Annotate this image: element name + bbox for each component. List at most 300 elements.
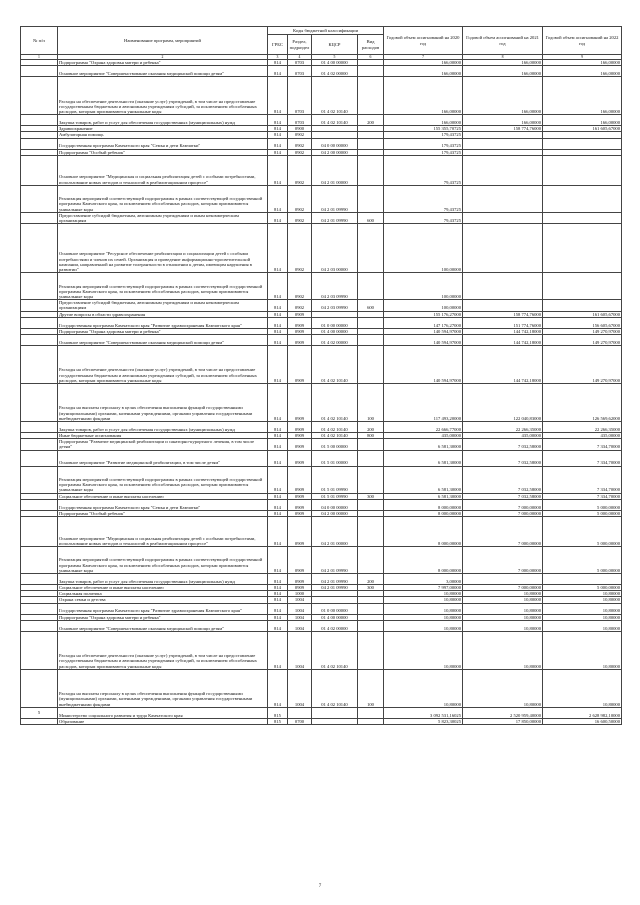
row-vid-cell: 300	[358, 585, 384, 591]
row-2022-cell: 10,80000	[543, 620, 622, 631]
row-razdel-cell: 0909	[288, 574, 312, 585]
row-razdel-cell: 0909	[288, 517, 312, 547]
row-2020-cell: 100,00000	[384, 224, 463, 273]
row-2022-cell	[543, 224, 622, 273]
row-razdel-cell: 0902	[288, 138, 312, 149]
row-2022-cell: 10,80000	[543, 597, 622, 603]
row-2022-cell: 5 000,00000	[543, 547, 622, 574]
row-vid-cell	[358, 517, 384, 547]
table-row	[21, 185, 622, 212]
row-2022-cell: 10,80000	[543, 631, 622, 669]
table-row	[21, 718, 622, 724]
table-row	[21, 620, 622, 631]
row-2021-cell: 7 032,58000	[463, 493, 543, 499]
row-grbs-cell: 814	[268, 311, 288, 317]
row-2022-cell	[543, 155, 622, 185]
row-vid-cell: 200	[358, 574, 384, 585]
row-number-cell	[21, 300, 58, 311]
row-number-cell	[21, 77, 58, 115]
row-number-cell	[21, 620, 58, 631]
row-csr-cell: 04 0 00 00000	[312, 499, 358, 510]
table-row	[21, 669, 622, 707]
row-grbs-cell: 814	[268, 603, 288, 614]
row-grbs-cell: 814	[268, 335, 288, 346]
row-name-cell: Социальное обеспечение и иные выплаты населению	[58, 585, 268, 591]
row-2021-cell: 7 000,00000	[463, 499, 543, 510]
row-2020-cell: 6 581,30000	[384, 493, 463, 499]
row-2020-cell: 166,00000	[384, 77, 463, 115]
row-2020-cell: 10,80000	[384, 669, 463, 707]
row-2022-cell: 7 334,70000	[543, 450, 622, 466]
header-2020: Годовой объем ассигнований на 2020 год	[384, 27, 463, 55]
table-row	[21, 499, 622, 510]
row-razdel-cell: 0909	[288, 499, 312, 510]
table-row	[21, 224, 622, 273]
row-2021-cell: 22 266,35000	[463, 422, 543, 433]
row-2022-cell: 7 334,70000	[543, 493, 622, 499]
row-grbs-cell: 814	[268, 126, 288, 132]
row-2020-cell: 10,80000	[384, 614, 463, 620]
row-csr-cell: 04 2 01 09990	[312, 574, 358, 585]
row-grbs-cell: 814	[268, 384, 288, 422]
row-2021-cell	[463, 138, 543, 149]
table-row	[21, 433, 622, 439]
row-2020-cell: 8 000,00000	[384, 510, 463, 516]
row-vid-cell	[358, 185, 384, 212]
row-name-cell: Иные бюджетные ассигнования	[58, 433, 268, 439]
row-vid-cell	[358, 499, 384, 510]
row-name-cell: Образование	[58, 718, 268, 724]
row-2021-cell: 122 040,83000	[463, 384, 543, 422]
row-number-cell	[21, 450, 58, 466]
row-number-cell	[21, 384, 58, 422]
row-name-cell: Расходы на обеспечение деятельности (оказание услуг) учреждений, в том числе на предоставление государственным бюджетным и автономным учреждениям субсидий, за исключением обособленных расходов, которым присваиваются уникальные коды	[58, 631, 268, 669]
row-2020-cell: 10,80000	[384, 620, 463, 631]
row-grbs-cell: 814	[268, 614, 288, 620]
row-grbs-cell: 814	[268, 328, 288, 334]
row-2021-cell: 10,80000	[463, 669, 543, 707]
row-razdel-cell: 0909	[288, 466, 312, 493]
table-row	[21, 574, 622, 585]
table-row	[21, 707, 622, 718]
row-vid-cell	[358, 718, 384, 724]
row-2021-cell: 10,80000	[463, 603, 543, 614]
row-2021-cell: 166,00000	[463, 66, 543, 77]
row-2020-cell: 10,80000	[384, 597, 463, 603]
table-row	[21, 510, 622, 516]
row-name-cell: Закупка товаров, работ и услуг для обеспечения государственных (муниципальных) нужд	[58, 422, 268, 433]
row-name-cell: Основное мероприятие "Медицинская и социальная реабилитация детей с особыми потребностями, использование новых методов и технологий в реабилитационном процессе"	[58, 517, 268, 547]
row-grbs-cell: 814	[268, 132, 288, 138]
row-razdel-cell: 0902	[288, 155, 312, 185]
row-csr-cell	[312, 718, 358, 724]
row-2022-cell: 5 000,00000	[543, 517, 622, 547]
row-vid-cell	[358, 66, 384, 77]
row-2021-cell: 158 774,76000	[463, 311, 543, 317]
row-name-cell: Подпрограмма "Развитие медицинской реабилитации и санаторно-курортного лечения, в том числе детям"	[58, 439, 268, 450]
row-vid-cell	[358, 450, 384, 466]
row-razdel-cell: 0909	[288, 450, 312, 466]
row-name-cell: Основное мероприятие "Ресурсное обеспечение реабилитации и социализации детей с особыми потребностями и членов их семей. Организация и проведение информационно-просветительской кампании, направленной на развитие толерантности в отношении к детям, имеющим нарушения в развитии"	[58, 224, 268, 273]
row-grbs-cell: 814	[268, 669, 288, 707]
row-number-cell	[21, 317, 58, 328]
row-vid-cell: 100	[358, 669, 384, 707]
row-grbs-cell: 814	[268, 300, 288, 311]
row-grbs-cell: 815	[268, 707, 288, 718]
row-2022-cell: 126 569,62000	[543, 384, 622, 422]
row-name-cell: Основное мероприятие "Совершенствование оказания медицинской помощи детям"	[58, 66, 268, 77]
row-2021-cell: 151 774,76000	[463, 317, 543, 328]
row-number-cell	[21, 547, 58, 574]
row-name-cell: Государственная программа Камчатского края "Семья и дети Камчатки"	[58, 499, 268, 510]
row-name-cell: Основное мероприятие "Совершенствование оказания медицинской помощи детям"	[58, 620, 268, 631]
row-csr-cell: 04 2 00 00000	[312, 510, 358, 516]
row-number-cell	[21, 212, 58, 223]
table-row	[21, 466, 622, 493]
row-name-cell: Министерство социального развития и труда Камчатского края	[58, 707, 268, 718]
row-razdel-cell: 0902	[288, 149, 312, 155]
row-number-cell	[21, 466, 58, 493]
row-2020-cell: 155 355,70725	[384, 126, 463, 132]
header-grbs: ГРБС	[268, 35, 288, 55]
row-2021-cell: 435,00000	[463, 433, 543, 439]
row-grbs-cell: 814	[268, 466, 288, 493]
index-cell: 2	[58, 55, 268, 60]
row-razdel-cell: 1004	[288, 603, 312, 614]
row-csr-cell	[312, 707, 358, 718]
row-name-cell: Расходы на обеспечение деятельности (оказание услуг) учреждений, в том числе на предоставление государственным бюджетным и автономным учреждениям субсидий, за исключением обособленных расходов, которым присваиваются уникальные коды	[58, 346, 268, 384]
table-row	[21, 155, 622, 185]
row-razdel-cell: 0909	[288, 384, 312, 422]
row-grbs-cell: 814	[268, 138, 288, 149]
row-2020-cell: 166,00000	[384, 66, 463, 77]
table-row	[21, 328, 622, 334]
row-2021-cell: 144 742,18000	[463, 346, 543, 384]
table-body	[21, 60, 622, 725]
table-row	[21, 317, 622, 328]
row-razdel-cell: 0909	[288, 422, 312, 433]
row-2022-cell	[543, 185, 622, 212]
row-2022-cell	[543, 273, 622, 300]
row-name-cell: Подпрограмма "Охрана здоровья матери и ребенка"	[58, 614, 268, 620]
row-csr-cell: 01 4 02 10140	[312, 422, 358, 433]
row-2020-cell: 8 000,00000	[384, 517, 463, 547]
row-vid-cell	[358, 273, 384, 300]
row-number-cell	[21, 346, 58, 384]
row-name-cell: Реализация мероприятий соответствующей подпрограммы в рамках соответствующей государственной программы Камчатского края, за исключением обособленных расходов, которым присваиваются уникальные коды	[58, 273, 268, 300]
row-csr-cell: 04 2 03 00000	[312, 224, 358, 273]
row-razdel-cell: 0902	[288, 273, 312, 300]
row-2022-cell: 22 266,35000	[543, 422, 622, 433]
row-grbs-cell: 814	[268, 493, 288, 499]
table-row	[21, 300, 622, 311]
row-2020-cell: 79,43725	[384, 185, 463, 212]
row-razdel-cell: 0703	[288, 66, 312, 77]
row-2022-cell: 435,00000	[543, 433, 622, 439]
row-vid-cell	[358, 603, 384, 614]
row-2022-cell: 149 270,97000	[543, 346, 622, 384]
header-csr: КЦСР	[312, 35, 358, 55]
row-vid-cell	[358, 346, 384, 384]
row-2020-cell: 166,00000	[384, 60, 463, 66]
row-razdel-cell: 1000	[288, 591, 312, 597]
row-vid-cell	[358, 335, 384, 346]
row-grbs-cell: 814	[268, 439, 288, 450]
row-csr-cell: 01 5 01 09990	[312, 466, 358, 493]
row-number-cell	[21, 669, 58, 707]
row-csr-cell: 01 4 02 10140	[312, 77, 358, 115]
row-2021-cell: 10,80000	[463, 591, 543, 597]
row-csr-cell: 01 0 00 00000	[312, 603, 358, 614]
row-2022-cell	[543, 574, 622, 585]
row-2021-cell: 7 000,00000	[463, 517, 543, 547]
row-vid-cell	[358, 466, 384, 493]
row-2020-cell: 3 092 531,16025	[384, 707, 463, 718]
row-2021-cell	[463, 212, 543, 223]
row-name-cell: Государственная программа Камчатского края "Развитие здравоохранения Камчатского края"	[58, 603, 268, 614]
row-number-cell	[21, 66, 58, 77]
row-name-cell: Другие вопросы в области здравоохранения	[58, 311, 268, 317]
row-name-cell: Социальная политика	[58, 591, 268, 597]
table-row	[21, 77, 622, 115]
row-csr-cell: 04 2 00 00000	[312, 149, 358, 155]
row-2021-cell	[463, 273, 543, 300]
table-row	[21, 585, 622, 591]
row-number-cell	[21, 499, 58, 510]
row-2022-cell: 161 605,67000	[543, 311, 622, 317]
table-row	[21, 60, 622, 66]
row-razdel-cell: 1004	[288, 597, 312, 603]
row-grbs-cell: 814	[268, 585, 288, 591]
row-vid-cell: 300	[358, 493, 384, 499]
header-2022: Годовой объем ассигнований на 2022 год	[543, 27, 622, 55]
row-2020-cell: 6 581,30000	[384, 439, 463, 450]
row-2022-cell	[543, 300, 622, 311]
row-number-cell	[21, 335, 58, 346]
header-razdel: Раздел, подраздел	[288, 35, 312, 55]
row-2021-cell: 166,00000	[463, 60, 543, 66]
row-number-cell	[21, 273, 58, 300]
row-razdel-cell: 0909	[288, 547, 312, 574]
row-razdel-cell: 0909	[288, 317, 312, 328]
row-razdel-cell: 0909	[288, 433, 312, 439]
row-name-cell: Закупка товаров, работ и услуг для обеспечения государственных (муниципальных) нужд	[58, 115, 268, 126]
row-razdel-cell: 0902	[288, 132, 312, 138]
row-razdel-cell: 1004	[288, 669, 312, 707]
row-razdel-cell: 0909	[288, 510, 312, 516]
table-row	[21, 384, 622, 422]
row-grbs-cell: 814	[268, 450, 288, 466]
row-2020-cell: 179,43725	[384, 138, 463, 149]
row-2021-cell: 10,80000	[463, 620, 543, 631]
row-razdel-cell: 0909	[288, 493, 312, 499]
row-2021-cell: 7 032,58000	[463, 450, 543, 466]
row-csr-cell: 01 4 02 10140	[312, 115, 358, 126]
header-number: № п/п	[21, 27, 58, 55]
row-grbs-cell: 814	[268, 591, 288, 597]
table-row	[21, 346, 622, 384]
index-cell: 9	[543, 55, 622, 60]
row-2021-cell: 17 850,00000	[463, 718, 543, 724]
row-2020-cell: 22 666,77000	[384, 422, 463, 433]
row-name-cell: Основное мероприятие "Развитие медицинской реабилитации, в том числе детям"	[58, 450, 268, 466]
row-csr-cell: 04 2 03 09990	[312, 300, 358, 311]
row-grbs-cell: 814	[268, 273, 288, 300]
table-row	[21, 138, 622, 149]
row-csr-cell: 01 4 02 10140	[312, 433, 358, 439]
row-2020-cell: 10,80000	[384, 591, 463, 597]
row-number-cell	[21, 718, 58, 724]
row-2022-cell: 161 605,67000	[543, 126, 622, 132]
row-name-cell: Охрана семьи и детства	[58, 597, 268, 603]
row-vid-cell	[358, 707, 384, 718]
row-razdel-cell: 0703	[288, 115, 312, 126]
row-csr-cell: 04 2 01 09990	[312, 185, 358, 212]
row-csr-cell: 04 2 01 09990	[312, 585, 358, 591]
row-grbs-cell: 814	[268, 422, 288, 433]
row-name-cell: Подпрограмма "Особый ребенок"	[58, 510, 268, 516]
row-2020-cell: 10,80000	[384, 631, 463, 669]
index-cell: 1	[21, 55, 58, 60]
row-grbs-cell: 814	[268, 499, 288, 510]
row-vid-cell	[358, 138, 384, 149]
row-vid-cell: 100	[358, 384, 384, 422]
row-csr-cell: 01 4 02 10140	[312, 631, 358, 669]
row-csr-cell: 01 5 01 09990	[312, 493, 358, 499]
row-2021-cell: 144 742,18000	[463, 335, 543, 346]
row-csr-cell: 04 2 03 09990	[312, 273, 358, 300]
row-grbs-cell: 814	[268, 510, 288, 516]
row-2021-cell: 158 774,76000	[463, 126, 543, 132]
row-number-cell	[21, 631, 58, 669]
row-name-cell: Здравоохранение	[58, 126, 268, 132]
row-csr-cell: 01 5 00 00000	[312, 439, 358, 450]
index-cell: 3	[268, 55, 288, 60]
row-2020-cell: 179,43725	[384, 149, 463, 155]
row-csr-cell: 01 4 02 10140	[312, 346, 358, 384]
row-vid-cell: 800	[358, 433, 384, 439]
row-name-cell: Подпрограмма "Охрана здоровья матери и ребенка"	[58, 60, 268, 66]
row-2022-cell: 149 270,97000	[543, 328, 622, 334]
header-name: Наименование программ, мероприятий	[58, 27, 268, 55]
row-razdel-cell: 1004	[288, 620, 312, 631]
row-2020-cell: 79,43725	[384, 212, 463, 223]
row-vid-cell: 600	[358, 212, 384, 223]
row-2020-cell: 140 594,97000	[384, 335, 463, 346]
row-2022-cell: 166,00000	[543, 77, 622, 115]
row-2020-cell: 147 176,27000	[384, 317, 463, 328]
row-razdel-cell: 0909	[288, 346, 312, 384]
index-cell: 4	[288, 55, 312, 60]
row-csr-cell: 04 0 00 00000	[312, 138, 358, 149]
row-grbs-cell: 814	[268, 517, 288, 547]
row-2021-cell	[463, 574, 543, 585]
row-number-cell	[21, 422, 58, 433]
row-razdel-cell: 0909	[288, 335, 312, 346]
row-grbs-cell: 814	[268, 185, 288, 212]
row-razdel-cell: 0902	[288, 185, 312, 212]
table-row	[21, 631, 622, 669]
row-2022-cell	[543, 212, 622, 223]
row-grbs-cell: 814	[268, 60, 288, 66]
row-2020-cell: 5 823,30025	[384, 718, 463, 724]
row-grbs-cell: 814	[268, 597, 288, 603]
row-2021-cell	[463, 155, 543, 185]
row-vid-cell	[358, 155, 384, 185]
row-grbs-cell: 814	[268, 346, 288, 384]
table-row	[21, 493, 622, 499]
row-2022-cell	[543, 138, 622, 149]
row-name-cell: Амбулаторная помощь	[58, 132, 268, 138]
index-cell: 7	[384, 55, 463, 60]
row-number-cell	[21, 517, 58, 547]
row-2020-cell: 7 997,00000	[384, 585, 463, 591]
table-row	[21, 273, 622, 300]
row-grbs-cell: 814	[268, 547, 288, 574]
table-row	[21, 422, 622, 433]
row-razdel-cell: 1004	[288, 614, 312, 620]
table-row	[21, 439, 622, 450]
row-razdel-cell: 0909	[288, 328, 312, 334]
row-number-cell	[21, 439, 58, 450]
row-2021-cell	[463, 224, 543, 273]
row-vid-cell	[358, 631, 384, 669]
row-2020-cell: 6 581,30000	[384, 466, 463, 493]
table-row	[21, 115, 622, 126]
table-header	[21, 27, 622, 60]
row-grbs-cell: 814	[268, 620, 288, 631]
row-grbs-cell: 815	[268, 718, 288, 724]
row-razdel-cell: 0909	[288, 311, 312, 317]
table-row	[21, 450, 622, 466]
row-name-cell: Расходы на выплаты персоналу в целях обеспечения выполнения функций государственными (муниципальными) органами, казенными учреждениями, органами управления государственными внебюджетными фондами	[58, 669, 268, 707]
index-cell: 8	[463, 55, 543, 60]
row-vid-cell: 200	[358, 115, 384, 126]
table-row	[21, 614, 622, 620]
row-name-cell: Реализация мероприятий соответствующей подпрограммы в рамках соответствующей государственной программы Камчатского края, за исключением обособленных расходов, которым присваиваются уникальные коды	[58, 185, 268, 212]
row-vid-cell: 200	[358, 422, 384, 433]
row-2020-cell: 140 594,97000	[384, 328, 463, 334]
row-2022-cell: 5 000,00000	[543, 585, 622, 591]
row-2020-cell: 140 594,97000	[384, 346, 463, 384]
row-2020-cell: 10,80000	[384, 603, 463, 614]
row-2022-cell: 10,80000	[543, 591, 622, 597]
row-number-cell	[21, 603, 58, 614]
row-grbs-cell: 814	[268, 631, 288, 669]
row-name-cell: Реализация мероприятий соответствующей подпрограммы в рамках соответствующей государственной программы Камчатского края, за исключением обособленных расходов, которым присваиваются уникальные коды	[58, 547, 268, 574]
row-razdel-cell: 0909	[288, 439, 312, 450]
row-number-cell	[21, 155, 58, 185]
row-2021-cell: 166,00000	[463, 77, 543, 115]
row-grbs-cell: 814	[268, 574, 288, 585]
row-2020-cell: 179,43725	[384, 132, 463, 138]
row-csr-cell: 04 2 01 00000	[312, 517, 358, 547]
header-2021: Годовой объем ассигнований на 2021 год	[463, 27, 543, 55]
row-razdel-cell: 0902	[288, 224, 312, 273]
row-grbs-cell: 814	[268, 212, 288, 223]
row-number-cell	[21, 138, 58, 149]
row-2022-cell: 166,00000	[543, 115, 622, 126]
table-row	[21, 603, 622, 614]
row-2020-cell: 435,00000	[384, 433, 463, 439]
row-razdel-cell: 0703	[288, 77, 312, 115]
row-razdel-cell: 0900	[288, 126, 312, 132]
row-2022-cell: 7 334,70000	[543, 466, 622, 493]
row-name-cell: Социальное обеспечение и иные выплаты населению	[58, 493, 268, 499]
row-vid-cell	[358, 224, 384, 273]
row-2020-cell: 100,00000	[384, 273, 463, 300]
index-cell: 5	[312, 55, 358, 60]
